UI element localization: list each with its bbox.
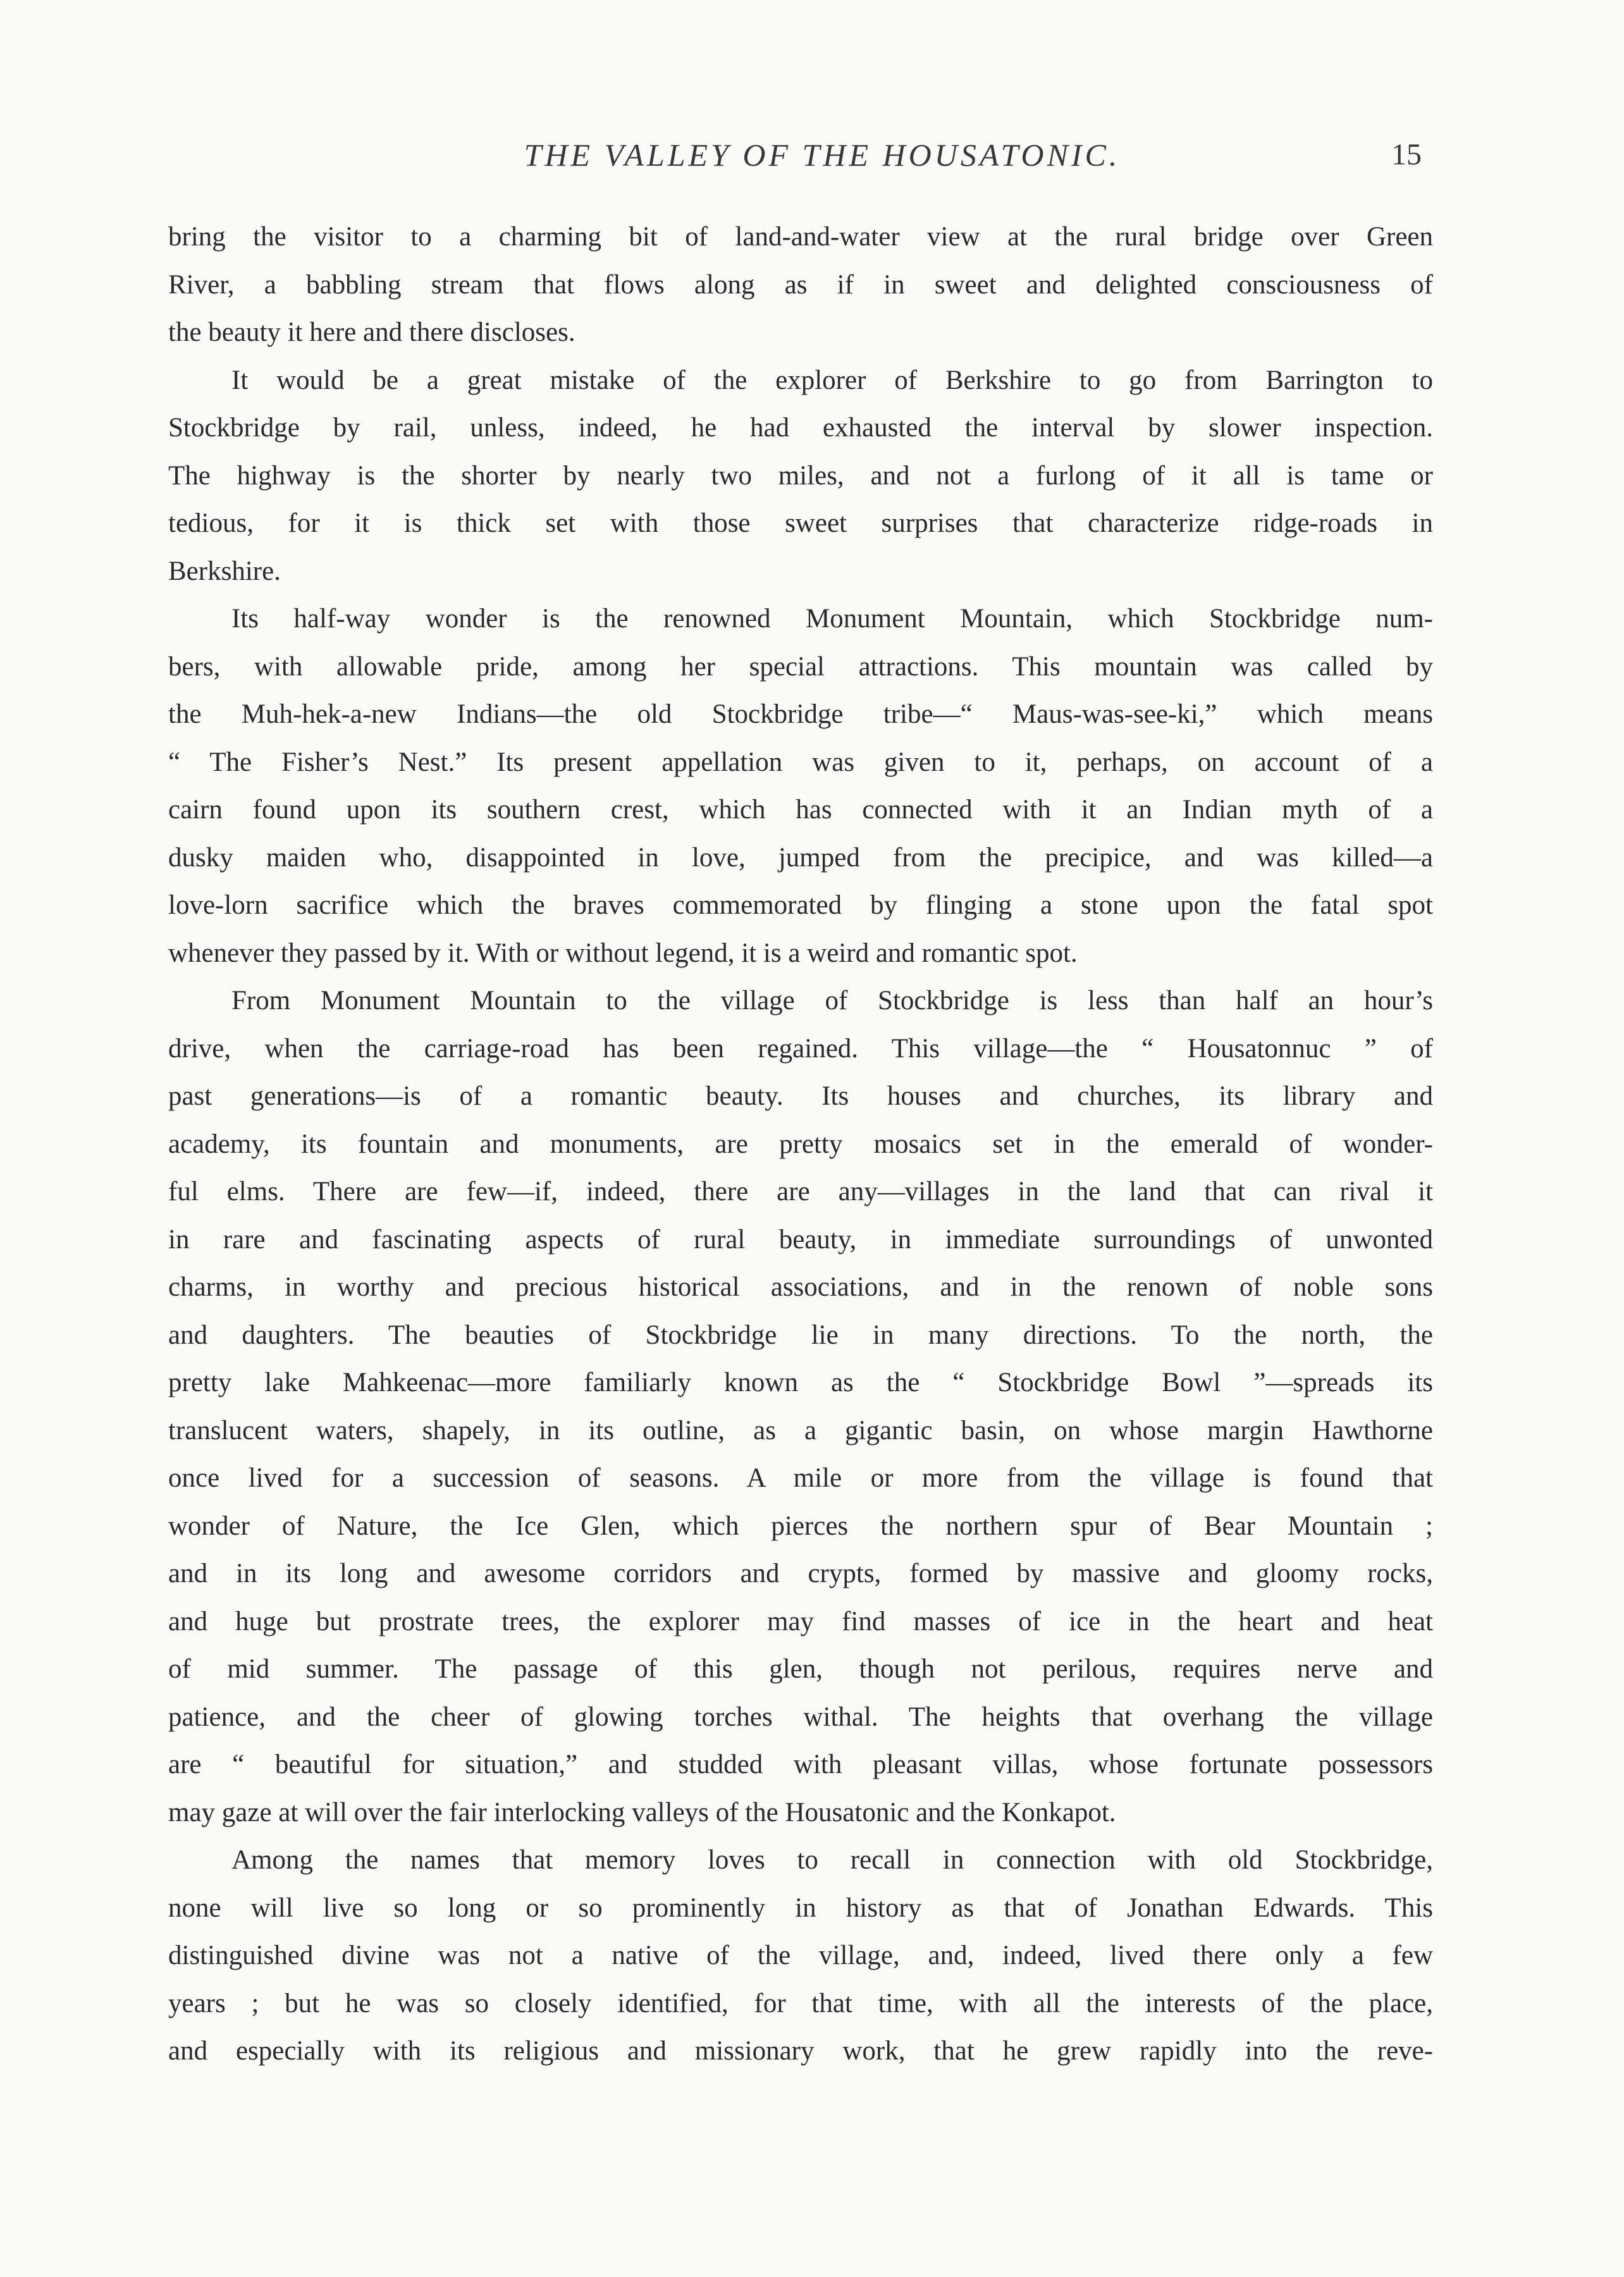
text-line: in rare and fascinating aspects of rural beauty, in immediate surroundings of unwonted <box>168 1224 1433 1255</box>
text-line: and daughters. The beauties of Stockbridge lie in many directions. To the north, the <box>168 1320 1433 1350</box>
text-line: Its half-way wonder is the renowned Monument Mountain, which Stockbridge num- <box>231 604 1433 634</box>
text-line: wonder of Nature, the Ice Glen, which pierces the northern spur of Bear Mountain ; <box>168 1511 1433 1541</box>
running-head-title: THE VALLEY OF THE HOUSATONIC. <box>524 137 1121 173</box>
paragraph-jonathan-edwards <box>168 1836 1433 2075</box>
text-line: and huge but prostrate trees, the explorer may find masses of ice in the heart and heat <box>168 1606 1433 1636</box>
text-line: dusky maiden who, disappointed in love, jumped from the precipice, and was killed—a <box>168 842 1433 873</box>
text-line: none will live so long or so prominently in history as that of Jonathan Edwards. This <box>168 1893 1433 1923</box>
paragraph-stockbridge-village <box>168 977 1433 1836</box>
text-line: the beauty it here and there discloses. <box>168 317 575 347</box>
text-line: translucent waters, shapely, in its outline, as a gigantic basin, on whose margin Hawthorne <box>168 1415 1433 1445</box>
text-line: may gaze at will over the fair interlocking valleys of the Housatonic and the Konkapot. <box>168 1797 1116 1827</box>
text-line: River, a babbling stream that flows along as if in sweet and delighted consciousness of <box>168 269 1433 300</box>
text-line: pretty lake Mahkeenac—more familiarly known as the “ Stockbridge Bowl ”—spreads its <box>168 1368 1433 1397</box>
page-number: 15 <box>1391 138 1422 171</box>
text-line: ful elms. There are few—if, indeed, there are any—villages in the land that can rival it <box>168 1177 1433 1206</box>
text-line: “ The Fisher’s Nest.” Its present appellation was given to it, perhaps, on account of a <box>168 747 1433 777</box>
text-line: academy, its fountain and monuments, are pretty mosaics set in the emerald of wonder- <box>168 1129 1433 1159</box>
paragraph-highway <box>168 357 1433 596</box>
paragraph-monument-mountain <box>168 595 1433 977</box>
text-line: bers, with allowable pride, among her special attractions. This mountain was called by <box>168 651 1433 682</box>
text-line: patience, and the cheer of glowing torches withal. The heights that overhang the village <box>168 1702 1433 1732</box>
text-line: once lived for a succession of seasons. A mile or more from the village is found that <box>168 1463 1433 1493</box>
text-line: bring the visitor to a charming bit of land-and-water view at the rural bridge over Green <box>168 222 1433 252</box>
text-line: The highway is the shorter by nearly two miles, and not a furlong of it all is tame or <box>168 460 1433 491</box>
text-line: whenever they passed by it. With or without legend, it is a weird and romantic spot. <box>168 938 1078 968</box>
paragraph-green-river <box>168 213 1433 357</box>
text-line: Among the names that memory loves to recall in connection with old Stockbridge, <box>231 1845 1433 1875</box>
text-line: past generations—is of a romantic beauty. Its houses and churches, its library and <box>168 1081 1433 1111</box>
text-line: cairn found upon its southern crest, which has connected with it an Indian myth of a <box>168 795 1433 825</box>
text-line: charms, in worthy and precious historical associations, and in the renown of noble sons <box>168 1272 1433 1302</box>
text-line: the Muh-hek-a-new Indians—the old Stockbridge tribe—“ Maus-was-see-ki,” which means <box>168 699 1433 729</box>
text-line: are “ beautiful for situation,” and studded with pleasant villas, whose fortunate possessors <box>168 1750 1433 1779</box>
text-line: tedious, for it is thick set with those sweet surprises that characterize ridge-roads in <box>168 508 1433 538</box>
text-line: From Monument Mountain to the village of Stockbridge is less than half an hour’s <box>231 986 1433 1016</box>
text-line: It would be a great mistake of the explorer of Berkshire to go from Barrington to <box>231 365 1433 395</box>
text-line: and in its long and awesome corridors and crypts, formed by massive and gloomy rocks, <box>168 1559 1433 1588</box>
text-line: years ; but he was so closely identified, for that time, with all the interests of the place, <box>168 1988 1433 2018</box>
body-text <box>168 213 1433 2075</box>
text-line: Stockbridge by rail, unless, indeed, he had exhausted the interval by slower inspection. <box>168 413 1433 443</box>
text-line: of mid summer. The passage of this glen, though not perilous, requires nerve and <box>168 1654 1433 1684</box>
text-line: and especially with its religious and missionary work, that he grew rapidly into the reve- <box>168 2036 1433 2066</box>
text-line: love-lorn sacrifice which the braves commemorated by flinging a stone upon the fatal spot <box>168 890 1433 920</box>
text-line: drive, when the carriage-road has been regained. This village—the “ Housatonnuc ” of <box>168 1033 1433 1064</box>
text-line: distinguished divine was not a native of the village, and, indeed, lived there only a few <box>168 1941 1433 1970</box>
text-line: Berkshire. <box>168 556 281 586</box>
